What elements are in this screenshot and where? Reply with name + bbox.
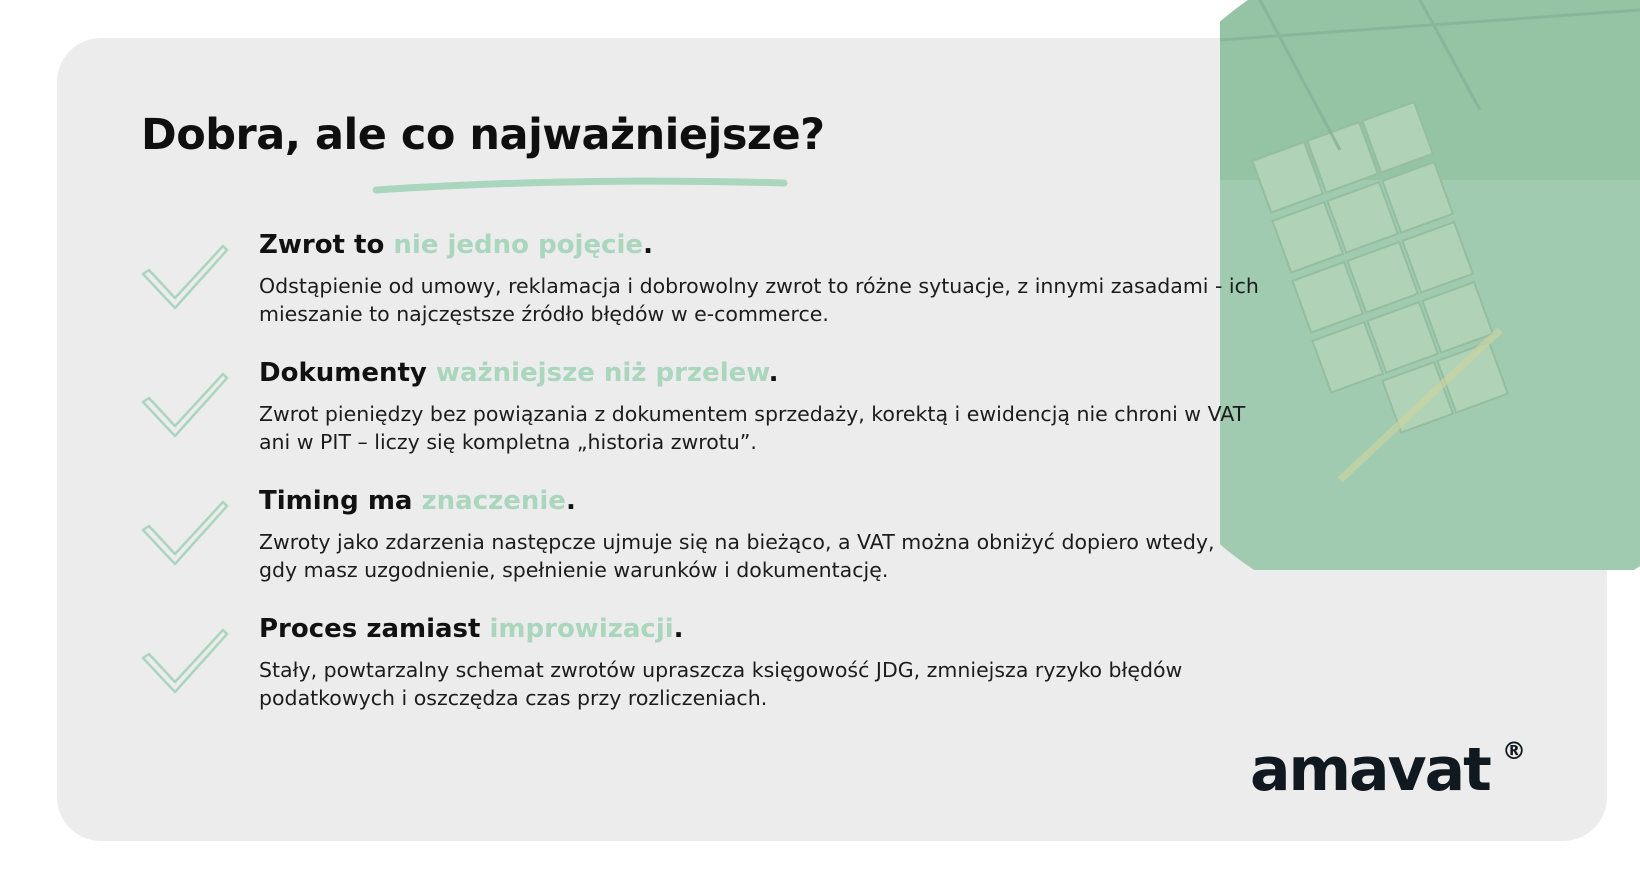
checkmark-icon	[141, 244, 231, 314]
item-title-accent: improwizacji	[489, 614, 674, 644]
item-title: Zwrot to nie jedno pojęcie.	[259, 230, 653, 260]
logo-text: amavat	[1250, 735, 1490, 795]
warehouse-photo	[1220, 0, 1640, 570]
registered-mark: ®	[1502, 737, 1526, 765]
item-title-accent: nie jedno pojęcie	[393, 230, 644, 260]
item-title: Timing ma znaczenie.	[259, 486, 576, 516]
item-title: Dokumenty ważniejsze niż przelew.	[259, 358, 779, 388]
warehouse-photo-arc	[1220, 0, 1640, 570]
item-title-accent: ważniejsze niż przelew	[435, 358, 769, 388]
item-description: Zwrot pieniędzy bez powiązania z dokumentem sprzedaży, korektą i ewidencją nie chroni w VAT ani w PIT – liczy się kompletna „historia zwrotu”.	[259, 402, 1246, 454]
checkmark-icon	[141, 500, 231, 570]
item-description: Odstąpienie od umowy, reklamacja i dobrowolny zwrot to różne sytuacje, z innymi zasadami - ich mieszanie to najczęstsze źródło błędów w e-commerce.	[259, 274, 1259, 326]
checkmark-icon	[141, 628, 231, 698]
amavat-logo	[1250, 735, 1530, 795]
page-title: Dobra, ale co najważniejsze?	[141, 110, 825, 160]
title-underline	[372, 174, 792, 196]
checkmark-icon	[141, 372, 231, 442]
item-description: Stały, powtarzalny schemat zwrotów upraszcza księgowość JDG, zmniejsza ryzyko błędów podatkowych i oszczędza czas przy rozliczeniach.	[259, 658, 1183, 710]
item-description: Zwroty jako zdarzenia następcze ujmuje się na bieżąco, a VAT można obniżyć dopiero wtedy, gdy masz uzgodnienie, spełnienie warunków i dokumentację.	[259, 530, 1215, 582]
item-title-accent: znaczenie	[421, 486, 566, 516]
item-title: Proces zamiast improwizacji.	[259, 614, 684, 644]
